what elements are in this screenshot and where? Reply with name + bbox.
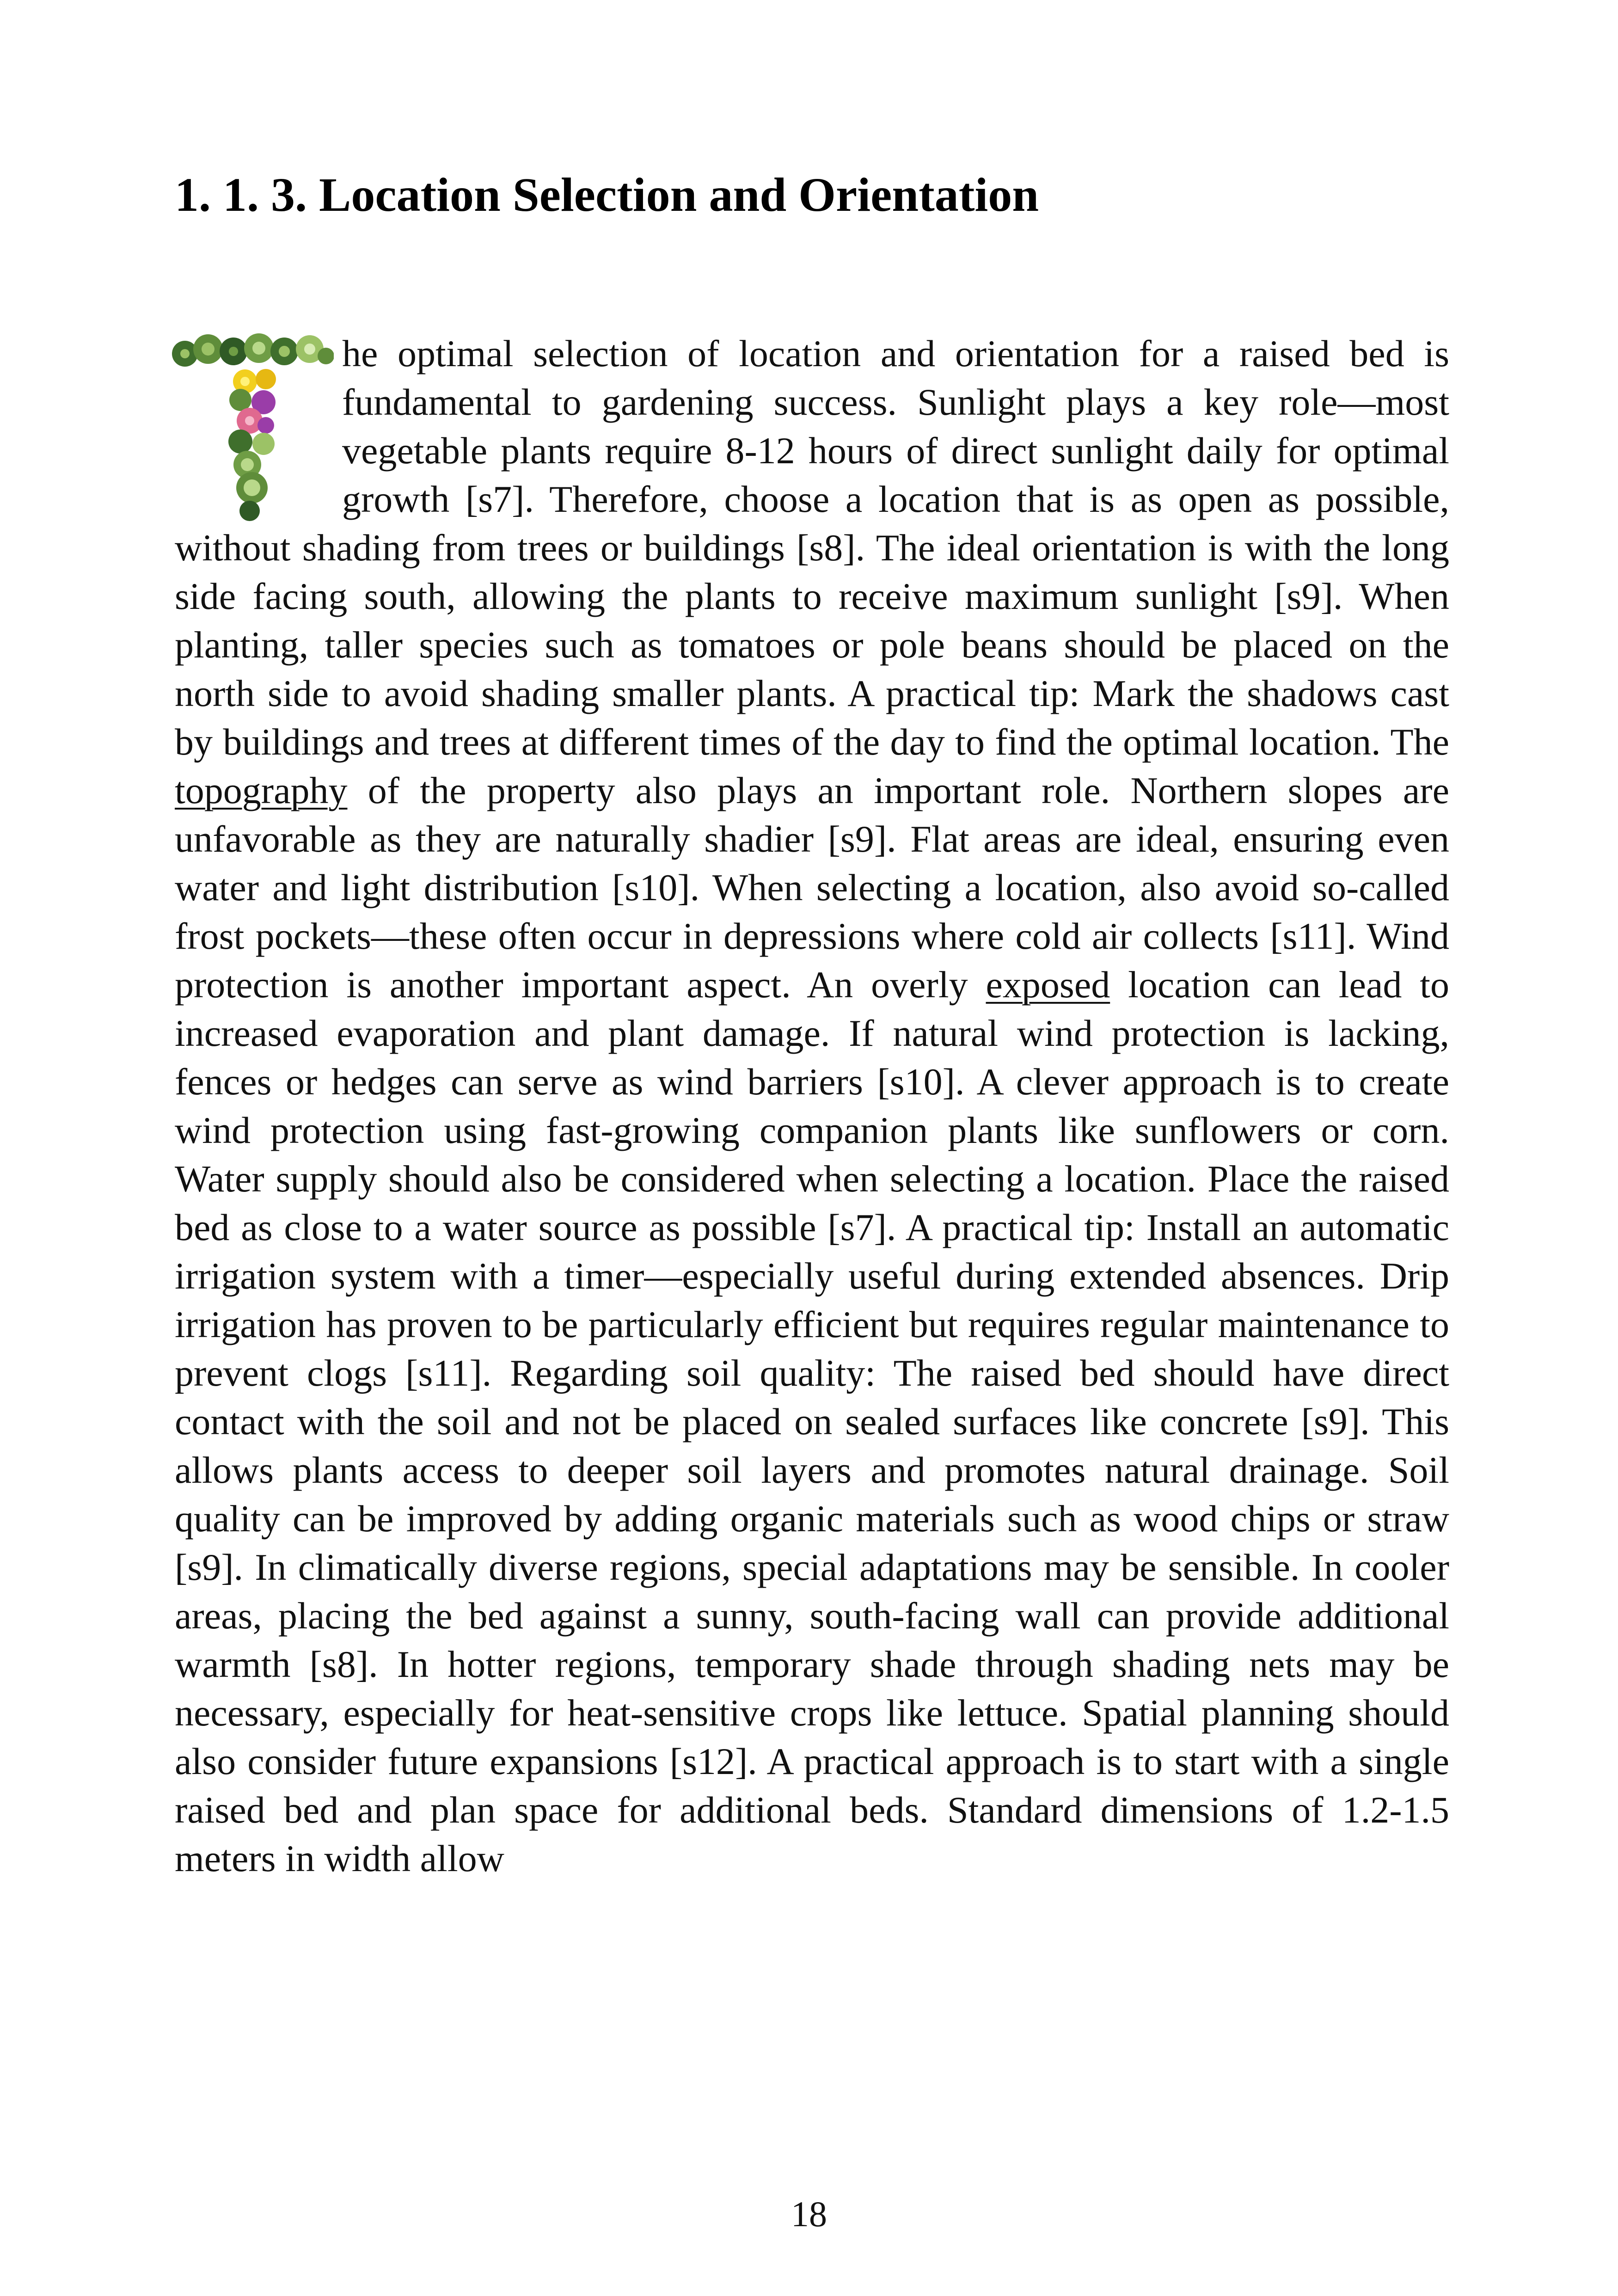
underlined-term-exposed: exposed	[986, 964, 1110, 1006]
paragraph-part-3: location can lead to increased evaporation and plant damage. If natural wind protection is lacking, fences or hedges can serve as wind barriers [s10]. A clever approach is to create wind protection using fast-growing companion plants like sunflowers or corn. Water supply should also be considered when selecting a location. Place the raised bed as close to a water source as possible [s7]. A practical tip: Install an automatic irrigation system with a timer—especially useful during extended absences. Drip irrigation has proven to be particularly efficient but requires regular maintenance to prevent clogs [s11]. Regarding soil quality: The raised bed should have direct contact with the soil and not be placed on sealed surfaces like concrete [s9]. This allows plants access to deeper soil layers and promotes natural drainage. Soil quality can be improved by adding organic materials such as wood chips or straw [s9]. In climatically diverse regions, special adaptations may be sensible. In cooler areas, placing the bed against a sunny, south-facing wall can provide additional warmth [s8]. In hotter regions, temporary shade through shading nets may be necessary, especially for heat-sensitive crops like lettuce. Spatial planning should also consider future expansions [s12]. A practical approach is to start with a single raised bed and plan space for additional beds. Standard dimensions of 1.2-1.5 meters in width allow	[175, 964, 1449, 1879]
underlined-term-topography: topography	[175, 769, 348, 811]
body-paragraph	[175, 329, 1449, 1883]
paragraph-text	[175, 329, 1449, 1883]
page-number: 18	[791, 2194, 827, 2234]
paragraph-part-2: of the property also plays an important role. Northern slopes are unfavorable as they are naturally shadier [s9]. Flat areas are ideal, ensuring even water and light distribution [s10]. When selecting a location, also avoid so-called frost pockets—these often occur in depressions where cold air collects [s11]. Wind protection is another important aspect. An overly	[175, 769, 1449, 1006]
dropcap-spacer	[175, 329, 342, 521]
paragraph-part-1: he optimal selection of location and orientation for a raised bed is fundamental to gardening success. Sunlight plays a key role—most vegetable plants require 8-12 hours of direct sunlight daily for optimal growth [s7]. Therefore, choose a location that is as open as possible, without shading from trees or buildings [s8]. The ideal orientation is with the long side facing south, allowing the plants to receive maximum sunlight [s9]. When planting, taller species such as tomatoes or pole beans should be placed on the north side to avoid shading smaller plants. A practical tip: Mark the shadows cast by buildings and trees at different times of the day to find the optimal location. The	[175, 332, 1449, 763]
section-heading: 1. 1. 3. Location Selection and Orientation	[175, 168, 1039, 221]
